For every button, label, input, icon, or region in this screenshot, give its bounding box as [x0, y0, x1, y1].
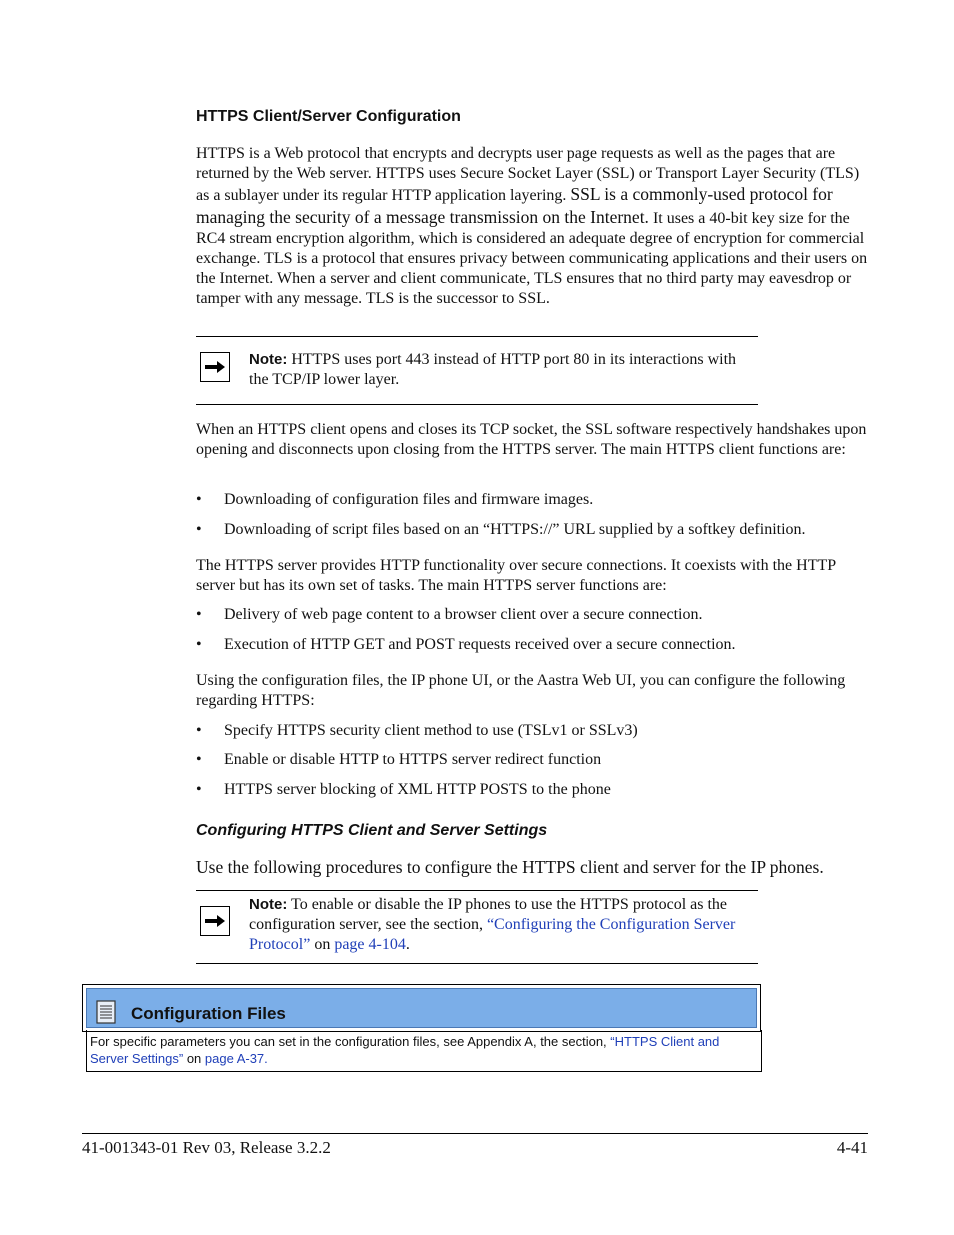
- section-heading: HTTPS Client/Server Configuration: [196, 108, 461, 125]
- config-files-header: [82, 984, 761, 1032]
- note-bottom-rule: [196, 963, 758, 964]
- note-text: HTTPS uses port 443 instead of HTTP port 80 in its interactions with the TCP/IP lower layer.: [249, 351, 737, 389]
- note-label: Note:: [249, 351, 288, 368]
- https-intro-paragraph: [196, 144, 872, 310]
- https-client-server-settings-link[interactable]: “HTTPS Client and Server Settings”: [90, 1034, 720, 1066]
- note-top-rule: [196, 890, 758, 891]
- list-item: • Execution of HTTP GET and POST requests received over a secure connection.: [196, 636, 736, 653]
- list-item: • Downloading of script files based on an “HTTPS://” URL supplied by a softkey definition.: [196, 521, 806, 538]
- list-item: • Enable or disable HTTP to HTTPS server redirect function: [196, 751, 602, 768]
- config-server-protocol-link[interactable]: “Configuring the Configuration Server Protocol”: [249, 916, 736, 954]
- note-text: To enable or disable the IP phones to use the HTTPS protocol as the configuration server, see the section,: [249, 896, 728, 934]
- client-paragraph: When an HTTPS client opens and closes its TCP socket, the SSL software respectively handshakes upon opening and disconnects upon closing from the HTTPS server. The main HTTPS client functions are:: [196, 421, 867, 459]
- footer-rule: [82, 1133, 868, 1134]
- note-label: Note:: [249, 896, 288, 913]
- note-port: [249, 350, 754, 390]
- page-4-104-link[interactable]: page 4-104: [334, 936, 406, 954]
- procedure-paragraph: Use the following procedures to configure the HTTPS client and server for the IP phones.: [196, 857, 824, 877]
- server-paragraph: The HTTPS server provides HTTP functionality over secure connections. It coexists with the HTTP server but has its own set of tasks. The main HTTPS server functions are:: [196, 557, 836, 595]
- config-paragraph: Using the configuration files, the IP phone UI, or the Aastra Web UI, you can configure the following regarding HTTPS:: [196, 672, 846, 710]
- list-item: • Delivery of web page content to a browser client over a secure connection.: [196, 606, 703, 623]
- footer-page-number: 4-41: [836, 1138, 868, 1157]
- intro-part-a: HTTPS is a Web protocol that encrypts and decrypts user page requests as well as the pages that are returned by the Web server. HTTPS uses Secure Socket Layer (SSL) or Transport Layer Security (TLS) as a sublayer under its regular HTTP application layering.: [196, 145, 860, 205]
- note-config-server: Note: To enable or disable the IP phones to use the HTTPS protocol as the configuration server, see the section, “Configuring the Configuration Server Protocol” on page 4-104.: [249, 896, 736, 954]
- intro-part-b: SSL is a commonly-used protocol for managing the security of a message transmission on the Internet.: [196, 184, 833, 227]
- document-icon: [96, 1000, 116, 1024]
- arrow-right-icon: [200, 906, 230, 936]
- note-top-rule: [196, 336, 758, 337]
- page-a-37-link[interactable]: page A-37: [204, 1051, 265, 1066]
- list-item: • HTTPS server blocking of XML HTTP POSTS to the phone: [196, 781, 611, 798]
- list-item: • Downloading of configuration files and firmware images.: [196, 491, 594, 508]
- config-files-title: Configuration Files: [131, 1004, 286, 1023]
- subsection-heading: Configuring HTTPS Client and Server Settings: [196, 822, 548, 839]
- config-files-body: For specific parameters you can set in the configuration files, see Appendix A, the section, “HTTPS Client and Server Settings” on page A-37.: [86, 1030, 762, 1072]
- footer-doc-id: 41-001343-01 Rev 03, Release 3.2.2: [82, 1138, 331, 1157]
- note-bottom-rule: [196, 404, 758, 405]
- intro-part-c: It uses a 40-bit key size for the RC4 stream encryption algorithm, which is considered an adequate degree of encryption for commercial exchange. TLS is a protocol that ensures privacy between communicating applications and their users on the Internet. When a server and client communicate, TLS ensures that no third party may eavesdrop or tamper with any message. TLS is the successor to SSL.: [196, 209, 868, 308]
- config-files-box: [82, 984, 761, 1072]
- arrow-right-icon: [200, 352, 230, 382]
- list-item: • Specify HTTPS security client method to use (TSLv1 or SSLv3): [196, 722, 638, 739]
